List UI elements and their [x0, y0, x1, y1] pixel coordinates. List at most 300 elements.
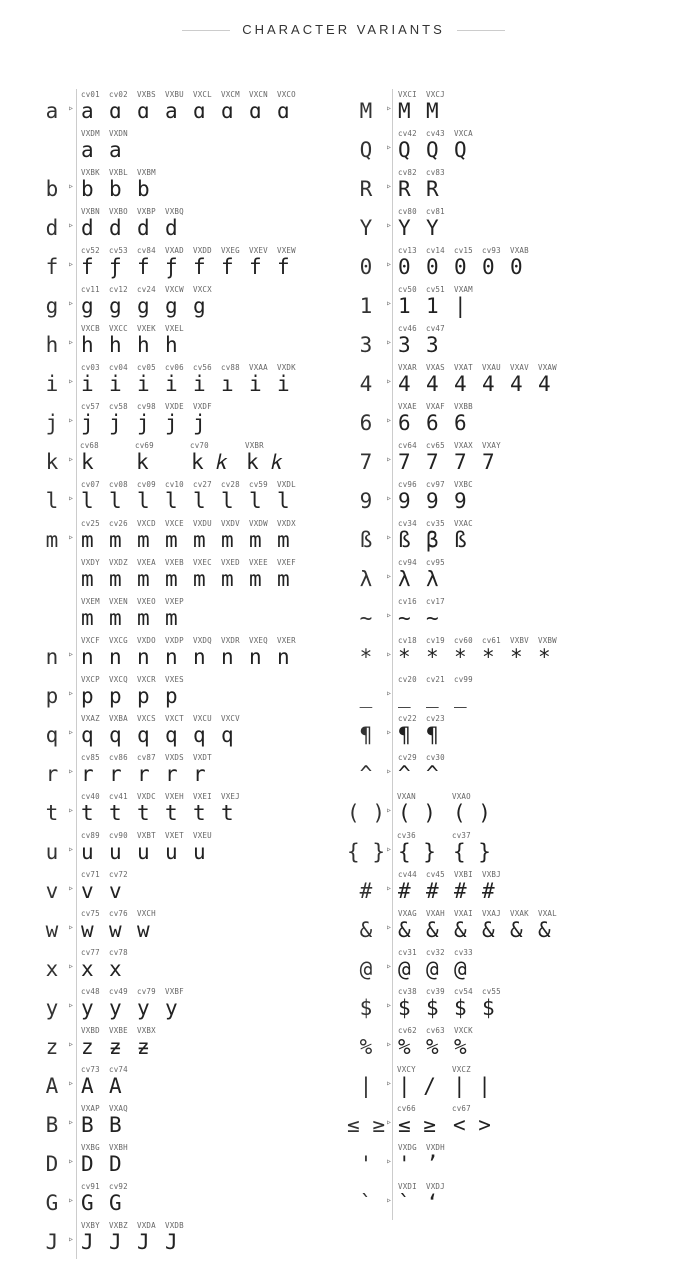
- variant-cell: [80, 245, 108, 284]
- variant-glyph: f: [81, 255, 94, 279]
- variant-cell: [537, 362, 565, 401]
- variant-glyph: 7: [426, 450, 439, 474]
- variant-glyph: | /: [398, 1074, 436, 1098]
- variant-cell: [397, 518, 425, 557]
- variant-cell: [425, 1142, 453, 1181]
- variant-tag: VXBO: [109, 207, 128, 216]
- arrow-icon: ▹: [386, 298, 393, 309]
- variant-tag: VXAB: [510, 246, 529, 255]
- variant-list: [80, 206, 192, 245]
- variant-cell: [108, 518, 136, 557]
- variant-glyph: l: [277, 489, 290, 513]
- divider: [392, 323, 393, 362]
- variant-glyph: f: [277, 255, 290, 279]
- variant-list: [397, 830, 507, 869]
- variant-glyph: R: [426, 177, 439, 201]
- variant-tag: VXDY: [81, 558, 100, 567]
- variant-cell: [136, 713, 164, 752]
- arrow-icon: ▹: [68, 220, 75, 231]
- variant-tag: VXDM: [81, 129, 100, 138]
- variant-glyph: | |: [453, 1074, 491, 1098]
- variant-glyph: Q: [454, 138, 467, 162]
- variant-list: [397, 869, 509, 908]
- variant-tag: VXEP: [165, 597, 184, 606]
- variant-tag: VXEQ: [249, 636, 268, 645]
- variant-list: [80, 440, 300, 479]
- variant-glyph: $: [454, 996, 467, 1020]
- variant-cell: [397, 362, 425, 401]
- variant-list: [80, 674, 192, 713]
- variant-cell: [453, 284, 481, 323]
- variant-cell: [481, 440, 509, 479]
- variant-cell: [248, 479, 276, 518]
- variant-tag: VXEB: [165, 558, 184, 567]
- arrow-icon: ▹: [386, 181, 393, 192]
- variant-cell: [397, 557, 425, 596]
- variant-glyph: *: [510, 645, 523, 669]
- variant-glyph: p: [137, 684, 150, 708]
- variant-glyph: f: [221, 255, 234, 279]
- variant-glyph: t: [137, 801, 150, 825]
- variant-glyph: t: [193, 801, 206, 825]
- variant-row: [336, 401, 666, 440]
- divider: [76, 869, 77, 908]
- variant-glyph: q: [109, 723, 122, 747]
- variant-glyph: ~: [398, 606, 411, 630]
- variant-cell: [276, 362, 304, 401]
- variant-tag: cv44: [398, 870, 417, 879]
- variant-tag: cv34: [398, 519, 417, 528]
- variant-tag: VXDQ: [193, 636, 212, 645]
- base-glyph: l: [45, 489, 59, 513]
- variant-glyph: *: [426, 645, 439, 669]
- variant-glyph: #: [426, 879, 439, 903]
- variant-list: [397, 791, 507, 830]
- variant-tag: cv35: [426, 519, 445, 528]
- variant-list: [397, 479, 481, 518]
- divider: [76, 479, 77, 518]
- variant-tag: VXDZ: [109, 558, 128, 567]
- variant-tag: cv86: [109, 753, 128, 762]
- variant-glyph: 6: [426, 411, 439, 435]
- base-glyph: n: [45, 645, 59, 669]
- divider: [392, 713, 393, 752]
- variant-row: [336, 596, 666, 635]
- variant-tag: VXEH: [165, 792, 184, 801]
- variant-glyph: r: [137, 762, 150, 786]
- variant-cell: [425, 1181, 453, 1220]
- base-glyph: J: [45, 1230, 59, 1254]
- variant-tag: VXAG: [398, 909, 417, 918]
- variant-glyph: 4: [538, 372, 551, 396]
- variant-tag: VXCD: [137, 519, 156, 528]
- variant-cell: [192, 401, 220, 440]
- divider: [76, 89, 77, 128]
- variant-glyph: $: [398, 996, 411, 1020]
- variant-row: [336, 518, 666, 557]
- variant-cell: [397, 479, 425, 518]
- variant-cell: [108, 167, 136, 206]
- variant-tag: cv93: [482, 246, 501, 255]
- variant-cell: [80, 635, 108, 674]
- variant-cell: [80, 713, 108, 752]
- variant-list: [397, 1103, 507, 1142]
- variant-glyph: @: [454, 957, 467, 981]
- divider: [392, 89, 393, 128]
- variant-cell: [108, 89, 136, 128]
- variant-cell: [425, 89, 453, 128]
- variant-glyph: ƒ: [109, 255, 122, 279]
- variant-glyph: i: [193, 372, 206, 396]
- variant-glyph: f: [137, 255, 150, 279]
- variant-tag: cv18: [398, 636, 417, 645]
- variant-tag: VXCE: [165, 519, 184, 528]
- variant-cell: [80, 908, 108, 947]
- variant-glyph: i: [109, 372, 122, 396]
- variant-tag: VXEK: [137, 324, 156, 333]
- divider: [76, 1064, 77, 1103]
- variant-row: [40, 1181, 340, 1220]
- variant-glyph: q: [165, 723, 178, 747]
- variant-cell: [80, 89, 108, 128]
- variant-tag: cv23: [426, 714, 445, 723]
- variant-tag: cv51: [426, 285, 445, 294]
- arrow-icon: ▹: [68, 961, 75, 972]
- variant-glyph: a: [81, 99, 94, 123]
- divider: [76, 440, 77, 479]
- variant-tag: VXAI: [454, 909, 473, 918]
- variant-tag: cv24: [137, 285, 156, 294]
- variant-cell: [108, 1181, 136, 1220]
- divider: [76, 323, 77, 362]
- variant-cell: [276, 89, 304, 128]
- divider: [392, 791, 393, 830]
- variant-glyph: J: [137, 1230, 150, 1254]
- variant-tag: VXDG: [398, 1143, 417, 1152]
- variant-tag: cv06: [165, 363, 184, 372]
- variant-tag: VXAO: [452, 792, 471, 801]
- title-rule-left: [182, 30, 230, 31]
- variant-cell: [136, 89, 164, 128]
- variant-tag: VXDK: [277, 363, 296, 372]
- base-glyph: @: [359, 957, 373, 981]
- variant-cell: [80, 1064, 108, 1103]
- base-glyph: %: [359, 1035, 373, 1059]
- variant-cell: [108, 908, 136, 947]
- variant-cell: [164, 518, 192, 557]
- variant-tag: VXCW: [165, 285, 184, 294]
- base-glyph: Q: [359, 138, 373, 162]
- variant-tag: VXDU: [193, 519, 212, 528]
- variant-glyph: u: [193, 840, 206, 864]
- arrow-icon: ▹: [386, 688, 393, 699]
- variant-cell: [108, 479, 136, 518]
- variant-cell: [453, 128, 481, 167]
- arrow-icon: ▹: [68, 649, 75, 660]
- variant-cell: [108, 947, 136, 986]
- variant-glyph: ≤ ≥: [398, 1113, 436, 1137]
- variant-tag: cv94: [398, 558, 417, 567]
- variant-tag: VXCY: [397, 1065, 416, 1074]
- variant-glyph: j: [193, 411, 206, 435]
- variant-row: [40, 947, 340, 986]
- variant-glyph: ': [398, 1152, 411, 1176]
- variant-glyph: n: [193, 645, 206, 669]
- variant-tag: cv67: [452, 1104, 471, 1113]
- variant-glyph: m: [81, 606, 94, 630]
- arrow-icon: ▹: [68, 181, 75, 192]
- variant-list: [80, 284, 220, 323]
- variant-glyph: b: [137, 177, 150, 201]
- variant-tag: VXDR: [221, 636, 240, 645]
- variant-glyph: g: [109, 294, 122, 318]
- variant-cell: [425, 674, 453, 713]
- variant-tag: cv66: [397, 1104, 416, 1113]
- variant-glyph: ~: [426, 606, 439, 630]
- variant-tag: cv25: [81, 519, 100, 528]
- variant-glyph: ɑ: [137, 99, 150, 123]
- variant-cell: [136, 791, 164, 830]
- variant-cell: [136, 206, 164, 245]
- variant-row: [40, 674, 340, 713]
- arrow-icon: ▹: [386, 805, 393, 816]
- divider: [76, 791, 77, 830]
- variant-tag: VXCM: [221, 90, 240, 99]
- variant-cell: [192, 362, 220, 401]
- arrow-icon: ▹: [68, 1039, 75, 1050]
- variant-glyph: m: [193, 528, 206, 552]
- divider: [392, 245, 393, 284]
- arrow-icon: ▹: [68, 1078, 75, 1089]
- variant-glyph: J: [81, 1230, 94, 1254]
- arrow-icon: ▹: [68, 298, 75, 309]
- arrow-icon: ▹: [386, 727, 393, 738]
- variant-glyph: i: [165, 372, 178, 396]
- variant-row: [336, 245, 666, 284]
- variant-cell: [481, 986, 509, 1025]
- base-glyph: r: [45, 762, 59, 786]
- variant-glyph: ¶: [426, 723, 439, 747]
- divider: [76, 635, 77, 674]
- variant-cell: [220, 362, 248, 401]
- variant-list: [80, 1103, 136, 1142]
- variant-row: [336, 947, 666, 986]
- variant-cell: [108, 830, 136, 869]
- variant-cell: [425, 479, 453, 518]
- variant-glyph: 0: [510, 255, 523, 279]
- variant-row: [40, 323, 340, 362]
- variant-cell: [164, 791, 192, 830]
- variant-row: [336, 284, 666, 323]
- variant-glyph: u: [81, 840, 94, 864]
- variant-glyph: a: [165, 99, 178, 123]
- variant-row: [40, 89, 340, 128]
- variant-cell: [453, 986, 481, 1025]
- variant-glyph: 1: [426, 294, 439, 318]
- variant-tag: VXDD: [193, 246, 212, 255]
- variant-glyph: A: [81, 1074, 94, 1098]
- variant-tag: cv32: [426, 948, 445, 957]
- arrow-icon: ▹: [68, 883, 75, 894]
- variant-glyph: l: [165, 489, 178, 513]
- variant-list: [397, 167, 453, 206]
- variant-tag: cv60: [454, 636, 473, 645]
- divider: [76, 284, 77, 323]
- variant-tag: VXCI: [398, 90, 417, 99]
- variant-cell: [452, 1064, 507, 1103]
- variant-row: [336, 1181, 666, 1220]
- base-glyph: m: [45, 528, 59, 552]
- variant-list: [397, 245, 537, 284]
- variant-glyph: t: [109, 801, 122, 825]
- variant-list: [80, 89, 304, 128]
- variant-row: [336, 986, 666, 1025]
- variant-cell: [453, 362, 481, 401]
- base-glyph: |: [359, 1074, 373, 1098]
- variant-tag: cv29: [398, 753, 417, 762]
- divider: [392, 401, 393, 440]
- variant-glyph: l: [249, 489, 262, 513]
- variant-row: [40, 479, 340, 518]
- arrow-icon: ▹: [68, 376, 75, 387]
- variant-tag: cv59: [249, 480, 268, 489]
- variant-glyph: f: [249, 255, 262, 279]
- variant-list: [80, 557, 304, 596]
- variant-cell: [136, 323, 164, 362]
- variant-cell: [80, 1220, 108, 1259]
- variant-tag: VXEA: [137, 558, 156, 567]
- variant-row: [40, 245, 340, 284]
- variant-list: [397, 986, 509, 1025]
- divider: [392, 518, 393, 557]
- variant-tag: VXBK: [81, 168, 100, 177]
- variant-tag: VXEO: [137, 597, 156, 606]
- variant-glyph: m: [165, 567, 178, 591]
- variant-glyph: Y: [426, 216, 439, 240]
- arrow-icon: ▹: [386, 844, 393, 855]
- variant-glyph: Y: [398, 216, 411, 240]
- variant-glyph: ‘: [426, 1191, 439, 1215]
- variant-glyph: q: [193, 723, 206, 747]
- title-rule-right: [457, 30, 505, 31]
- arrow-icon: ▹: [68, 1117, 75, 1128]
- variant-glyph: j: [109, 411, 122, 435]
- variant-row: [40, 986, 340, 1025]
- arrow-icon: ▹: [386, 1195, 393, 1206]
- variant-cell: [425, 206, 453, 245]
- variant-glyph: ß: [398, 528, 411, 552]
- variant-glyph: l: [221, 489, 234, 513]
- variant-cell: [220, 479, 248, 518]
- variant-cell: [425, 596, 453, 635]
- variant-glyph: ^: [426, 762, 439, 786]
- variant-tag: VXBR: [245, 441, 264, 450]
- variant-glyph: m: [277, 567, 290, 591]
- variant-glyph: 4: [482, 372, 495, 396]
- variant-glyph: 7: [482, 450, 495, 474]
- variant-tag: VXBA: [109, 714, 128, 723]
- base-glyph: ~: [359, 606, 373, 630]
- variant-tag: VXAJ: [482, 909, 501, 918]
- variant-cell: [397, 713, 425, 752]
- variant-glyph: n: [137, 645, 150, 669]
- variant-tag: VXES: [165, 675, 184, 684]
- arrow-icon: ▹: [386, 571, 393, 582]
- base-glyph: p: [45, 684, 59, 708]
- variant-tag: cv37: [452, 831, 471, 840]
- variant-tag: VXCC: [109, 324, 128, 333]
- variant-tag: cv80: [398, 207, 417, 216]
- variant-cell: [108, 1064, 136, 1103]
- variant-row: [40, 635, 340, 674]
- variant-tag: VXAC: [454, 519, 473, 528]
- arrow-icon: ▹: [386, 610, 393, 621]
- variant-cell: [80, 869, 108, 908]
- divider: [392, 752, 393, 791]
- divider: [392, 869, 393, 908]
- variant-cell: [80, 362, 108, 401]
- title-text: CHARACTER VARIANTS: [242, 22, 445, 37]
- variant-cell: [80, 596, 108, 635]
- variant-tag: VXAE: [398, 402, 417, 411]
- variant-row: [336, 830, 666, 869]
- variant-list: [397, 284, 481, 323]
- variant-list: [397, 323, 453, 362]
- variant-glyph: y: [165, 996, 178, 1020]
- divider: [76, 557, 77, 596]
- divider: [76, 1181, 77, 1220]
- variant-tag: VXCU: [193, 714, 212, 723]
- variant-glyph: x: [109, 957, 122, 981]
- variant-tag: VXDO: [137, 636, 156, 645]
- divider: [392, 1142, 393, 1181]
- variant-glyph: ’: [426, 1152, 439, 1176]
- variant-tag: VXCP: [81, 675, 100, 684]
- variant-cell: [425, 713, 453, 752]
- variant-glyph: β: [426, 528, 439, 552]
- variant-cell: [108, 557, 136, 596]
- arrow-icon: ▹: [386, 532, 393, 543]
- variant-cell: [248, 362, 276, 401]
- variant-tag: VXCT: [165, 714, 184, 723]
- variant-tag: cv30: [426, 753, 445, 762]
- variant-tag: VXDW: [249, 519, 268, 528]
- variant-cell: [192, 752, 220, 791]
- variant-row: [336, 674, 666, 713]
- arrow-icon: ▹: [386, 1000, 393, 1011]
- variant-cell: [164, 596, 192, 635]
- variant-cell: [425, 284, 453, 323]
- variant-row: [40, 596, 340, 635]
- variant-cell: [192, 284, 220, 323]
- variant-glyph: ß: [454, 528, 467, 552]
- variant-tag: cv73: [81, 1065, 100, 1074]
- variant-cell: [108, 986, 136, 1025]
- variant-glyph: m: [81, 528, 94, 552]
- variant-tag: VXEF: [277, 558, 296, 567]
- base-glyph: q: [45, 723, 59, 747]
- base-glyph: $: [359, 996, 373, 1020]
- variant-tag: VXBX: [137, 1026, 156, 1035]
- divider: [76, 752, 77, 791]
- variant-row: [336, 206, 666, 245]
- variant-cell: [108, 752, 136, 791]
- variant-glyph: { }: [453, 840, 491, 864]
- variant-cell: [453, 518, 481, 557]
- variant-cell: [425, 752, 453, 791]
- variant-glyph: y: [137, 996, 150, 1020]
- variant-cell: [220, 89, 248, 128]
